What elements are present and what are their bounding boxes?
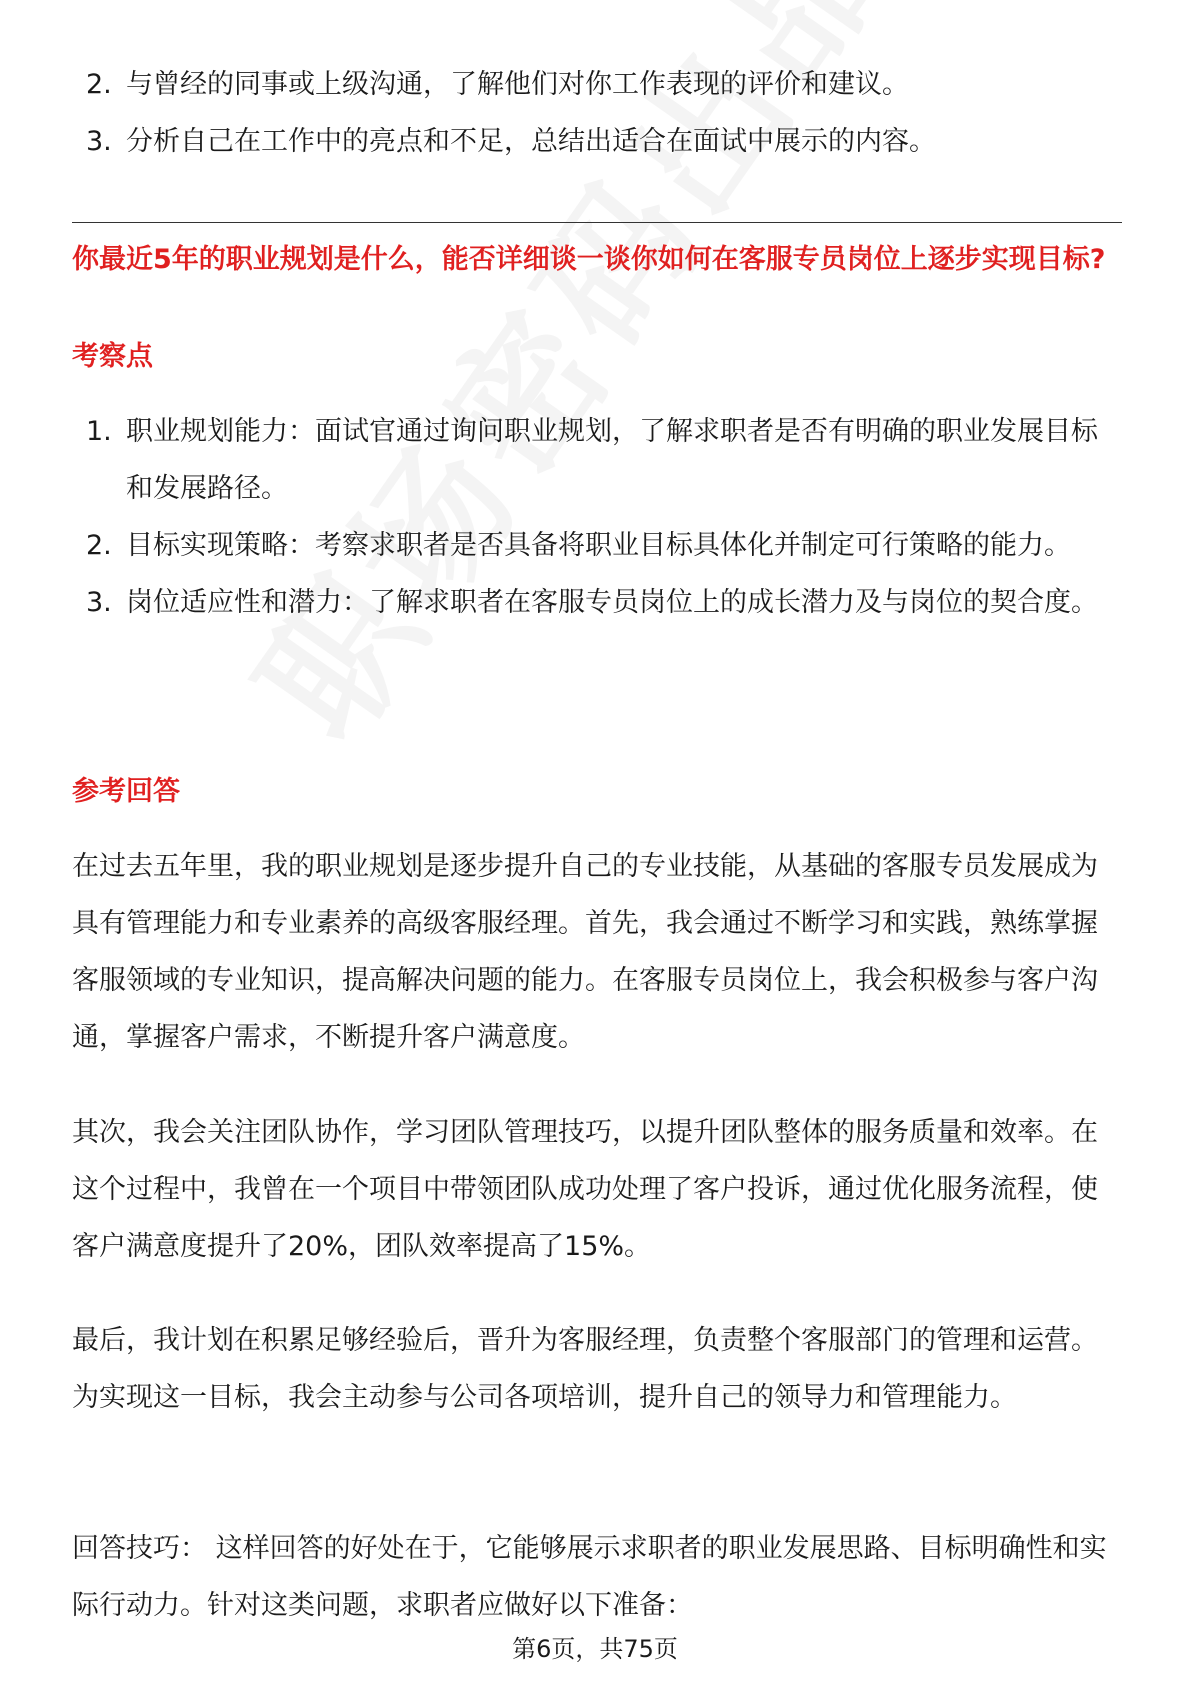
list-item: [72, 56, 1122, 113]
list-number: 3.: [86, 587, 112, 618]
list-item: [72, 517, 1122, 574]
points-list: [72, 403, 1122, 631]
list-text: 职业规划能力：面试官通过询问职业规划，了解求职者是否有明确的职业发展目标和发展路径。: [126, 416, 1098, 504]
answer-heading: 参考回答: [72, 776, 180, 807]
list-number: 3.: [86, 126, 112, 157]
list-number: 2.: [86, 69, 112, 100]
list-number: 2.: [86, 530, 112, 561]
list-text: 岗位适应性和潜力：了解求职者在客服专员岗位上的成长潜力及与岗位的契合度。: [126, 587, 1098, 618]
list-item: [72, 574, 1122, 631]
list-item: [72, 113, 1122, 170]
list-text: 与曾经的同事或上级沟通，了解他们对你工作表现的评价和建议。: [126, 69, 909, 100]
answer-paragraph: 在过去五年里，我的职业规划是逐步提升自己的专业技能，从基础的客服专员发展成为具有管理能力和专业素养的高级客服经理。首先，我会通过不断学习和实践，熟练掌握客服领域的专业知识，提高解决问题的能力。在客服专员岗位上，我会积极参与客户沟通，掌握客户需求，不断提升客户满意度。: [72, 851, 1098, 1053]
answer-paragraph: 其次，我会关注团队协作，学习团队管理技巧，以提升团队整体的服务质量和效率。在这个过程中，我曾在一个项目中带领团队成功处理了客户投诉，通过优化服务流程，使客户满意度提升了20%，团队效率提高了15%。: [72, 1117, 1098, 1262]
list-item: [72, 403, 1122, 517]
prep-list-continued: [72, 56, 1122, 170]
interview-question: 你最近5年的职业规划是什么，能否详细谈一谈你如何在客服专员岗位上逐步实现目标?: [72, 244, 1106, 275]
answer-tips-paragraph: 回答技巧： 这样回答的好处在于，它能够展示求职者的职业发展思路、目标明确性和实际行动力。针对这类问题，求职者应做好以下准备：: [72, 1533, 1107, 1621]
page-number-footer: 第6页，共75页: [512, 1635, 678, 1663]
list-text: 目标实现策略：考察求职者是否具备将职业目标具体化并制定可行策略的能力。: [126, 530, 1071, 561]
answer-paragraph: 最后，我计划在积累足够经验后，晋升为客服经理，负责整个客服部门的管理和运营。为实现这一目标，我会主动参与公司各项培训，提升自己的领导力和管理能力。: [72, 1325, 1098, 1413]
section-divider: [72, 222, 1122, 223]
points-heading: 考察点: [72, 341, 153, 372]
list-text: 分析自己在工作中的亮点和不足，总结出适合在面试中展示的内容。: [126, 126, 936, 157]
list-number: 1.: [86, 416, 112, 447]
